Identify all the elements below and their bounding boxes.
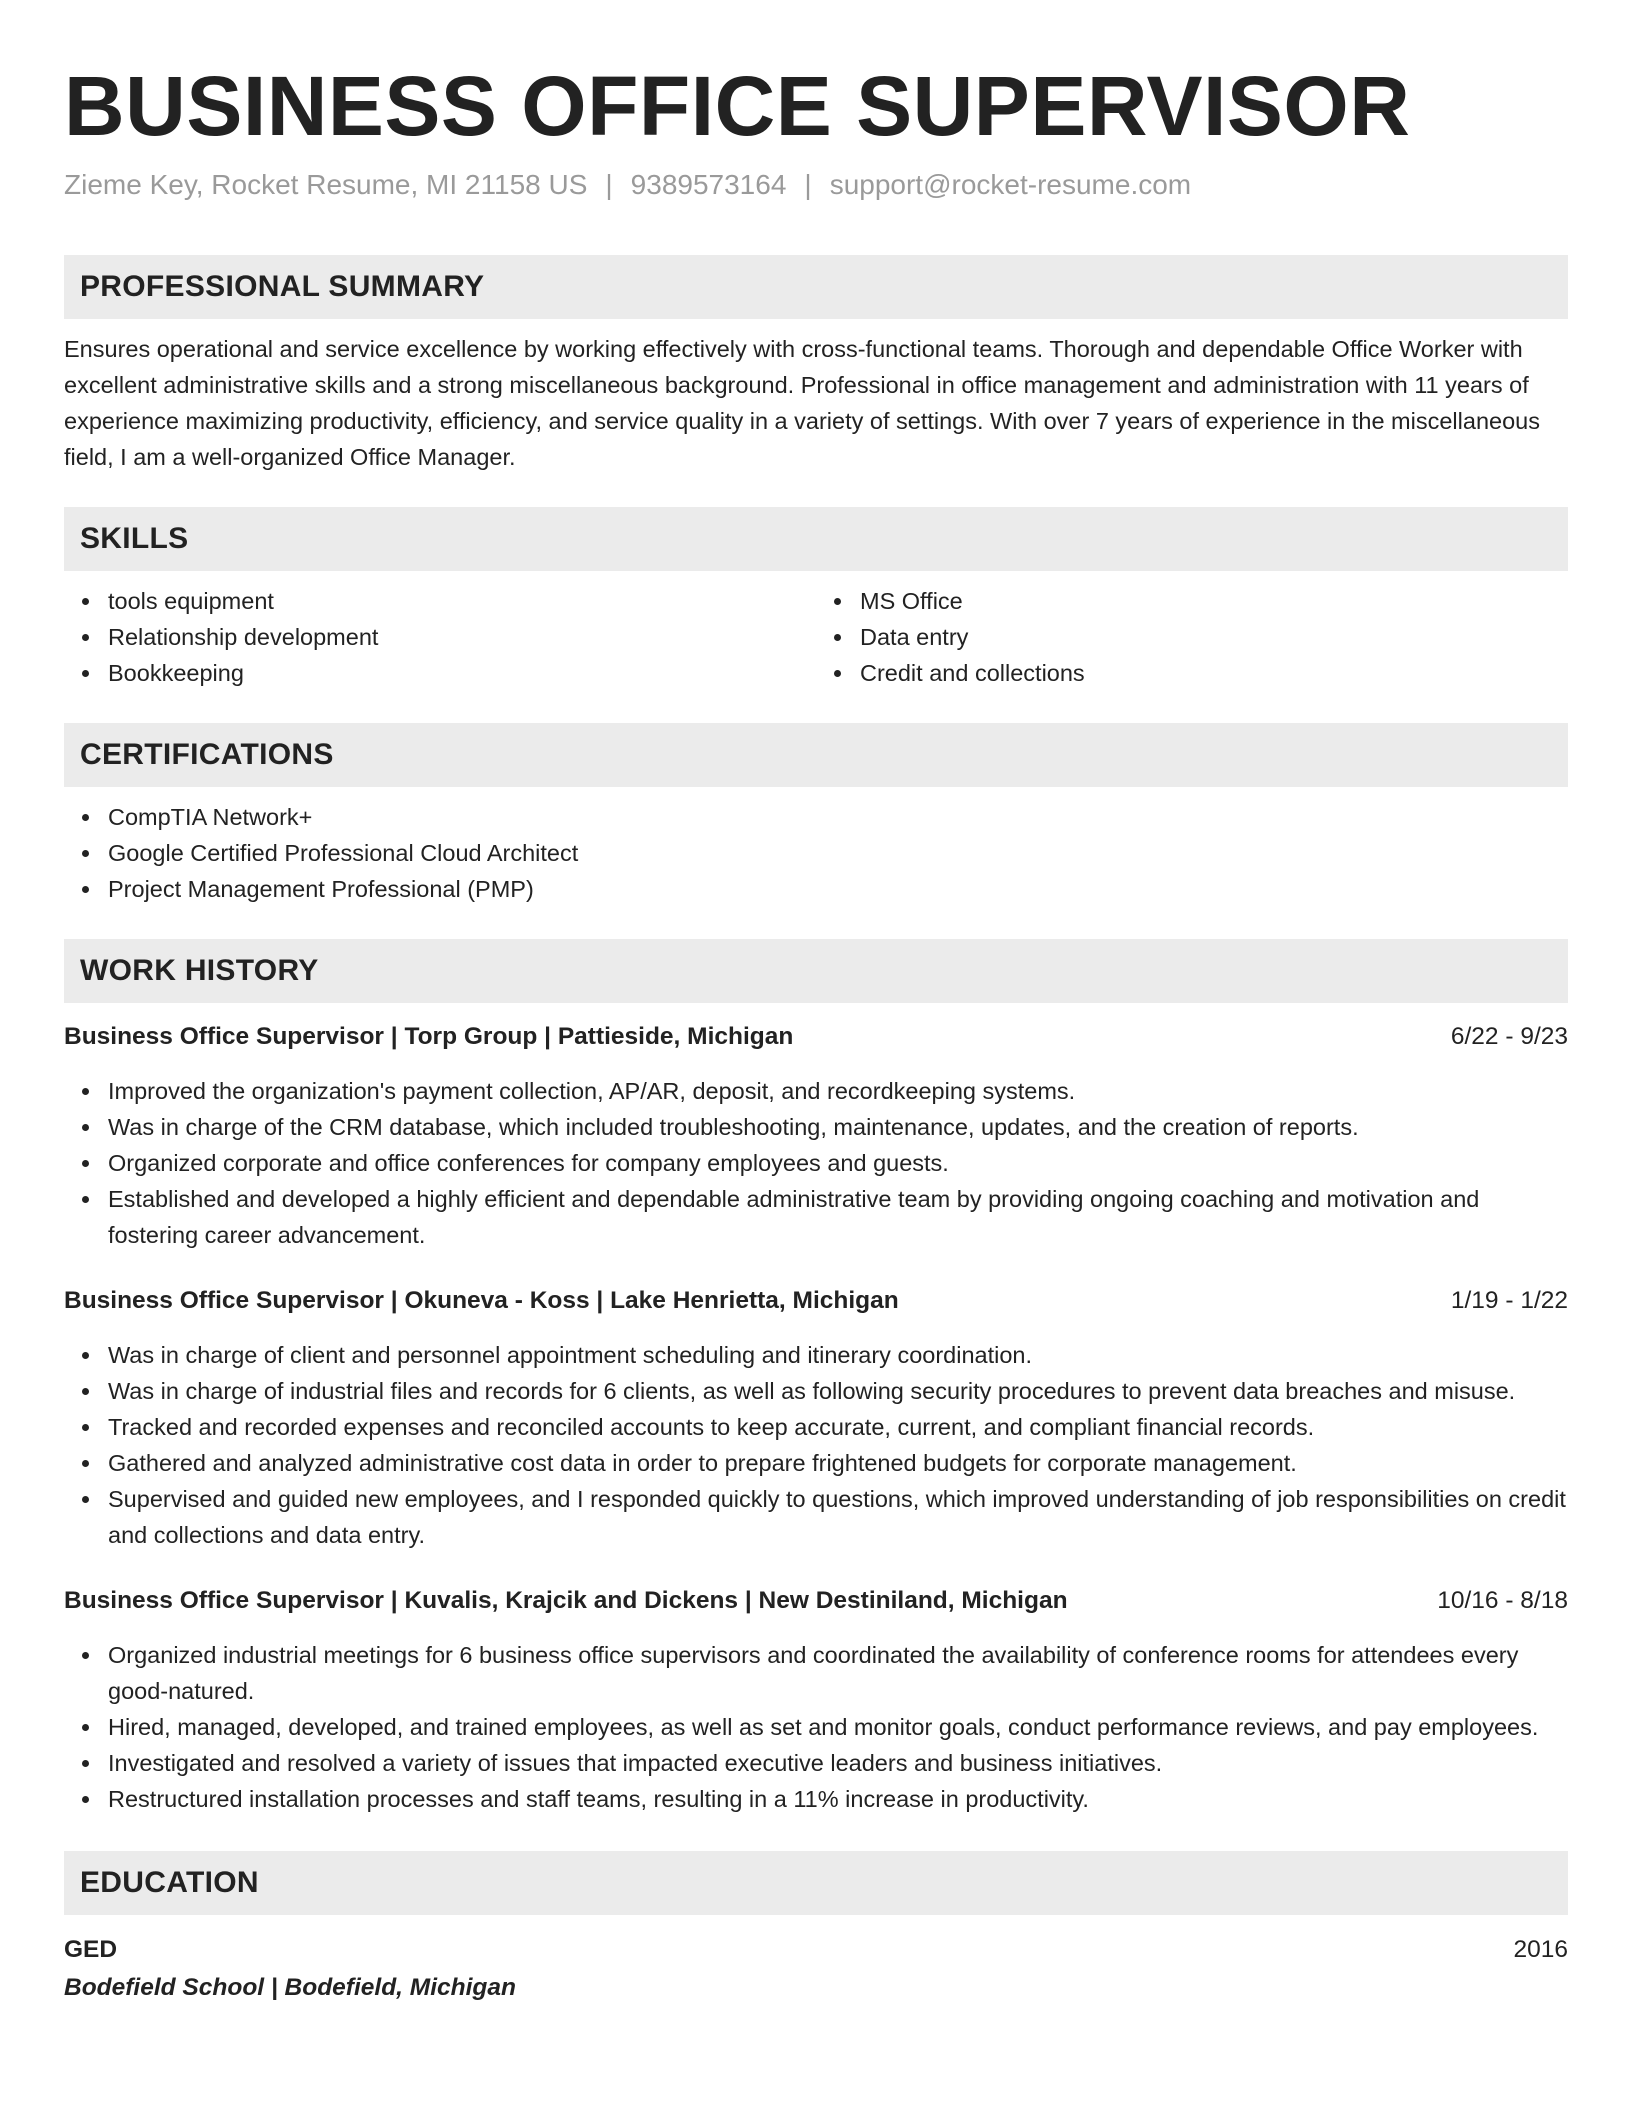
skill-item: MS Office <box>860 583 1568 619</box>
summary-text: Ensures operational and service excellence by working effectively with cross-functional teams. Thorough and dependable Office Worker with excellent administrative skills and a strong miscellaneous background. Professional in office management and administration with 11 years of experience maximizing productivity, efficiency, and service quality in a variety of settings. With over 7 years of experience in the miscellaneous field, I am a well-organized Office Manager. <box>64 336 1540 470</box>
job-title: Business Office Supervisor | Torp Group | Pattieside, Michigan <box>64 1023 794 1050</box>
job-bullet: Gathered and analyzed administrative cost data in order to prepare frightened budgets for corporate management. <box>108 1445 1568 1481</box>
skill-item: tools equipment <box>108 583 816 619</box>
job-header <box>64 1283 1568 1319</box>
education-row <box>64 1931 1568 1969</box>
job-bullet: Organized industrial meetings for 6 business office supervisors and coordinated the availability of conference rooms for attendees every good-natured. <box>108 1637 1568 1709</box>
summary-heading: PROFESSIONAL SUMMARY <box>64 255 1568 319</box>
job-bullet: Was in charge of industrial files and records for 6 clients, as well as following security procedures to prevent data breaches and misuse. <box>108 1373 1568 1409</box>
resume-title: BUSINESS OFFICE SUPERVISOR <box>64 59 1411 153</box>
job-bullet: Organized corporate and office conferences for company employees and guests. <box>108 1145 1568 1181</box>
job-entry <box>64 1583 1568 1817</box>
job-bullet: Tracked and recorded expenses and reconciled accounts to keep accurate, current, and compliant financial records. <box>108 1409 1568 1445</box>
work-history-section <box>64 939 1568 1817</box>
job-bullets <box>64 1073 1568 1253</box>
job-bullet: Was in charge of client and personnel appointment scheduling and itinerary coordination. <box>108 1337 1568 1373</box>
job-bullet: Established and developed a highly efficient and dependable administrative team by providing ongoing coaching and motivation and fostering career advancement. <box>108 1181 1568 1253</box>
job-dates: 1/19 - 1/22 <box>1450 1287 1568 1314</box>
skill-item: Credit and collections <box>860 655 1568 691</box>
skill-item: Data entry <box>860 619 1568 655</box>
contact-separator: | <box>804 169 812 200</box>
job-bullets <box>64 1337 1568 1553</box>
job-entry <box>64 1019 1568 1253</box>
job-bullet: Hired, managed, developed, and trained employees, as well as set and monitor goals, conduct performance reviews, and pay employees. <box>108 1709 1568 1745</box>
education-heading: EDUCATION <box>64 1851 1568 1915</box>
skills-section <box>64 507 1568 691</box>
job-title: Business Office Supervisor | Kuvalis, Krajcik and Dickens | New Destiniland, Michigan <box>64 1587 1068 1614</box>
job-bullet: Investigated and resolved a variety of issues that impacted executive leaders and business initiatives. <box>108 1745 1568 1781</box>
job-dates: 10/16 - 8/18 <box>1437 1587 1568 1614</box>
skills-grid <box>64 583 1568 691</box>
education-degree: GED <box>64 1936 118 1963</box>
skills-heading: SKILLS <box>64 507 1568 571</box>
certifications-section <box>64 723 1568 907</box>
contact-email: support@rocket-resume.com <box>829 169 1192 200</box>
certifications-heading: CERTIFICATIONS <box>64 723 1568 787</box>
contact-separator: | <box>605 169 613 200</box>
education-year: 2016 <box>1513 1936 1568 1963</box>
contact-address: Zieme Key, Rocket Resume, MI 21158 US <box>64 169 588 200</box>
job-dates: 6/22 - 9/23 <box>1450 1023 1568 1050</box>
education-section <box>64 1851 1568 2007</box>
certification-item: Project Management Professional (PMP) <box>108 871 1568 907</box>
job-title: Business Office Supervisor | Okuneva - Koss | Lake Henrietta, Michigan <box>64 1287 899 1314</box>
job-bullets <box>64 1637 1568 1817</box>
certification-item: CompTIA Network+ <box>108 799 1568 835</box>
work-history-heading: WORK HISTORY <box>64 939 1568 1003</box>
skill-item: Relationship development <box>108 619 816 655</box>
job-bullet: Improved the organization's payment collection, AP/AR, deposit, and recordkeeping systems. <box>108 1073 1568 1109</box>
job-bullet: Restructured installation processes and staff teams, resulting in a 11% increase in productivity. <box>108 1781 1568 1817</box>
skills-left-list <box>64 583 816 691</box>
job-header <box>64 1019 1568 1055</box>
summary-section <box>64 255 1568 475</box>
job-bullet: Supervised and guided new employees, and I responded quickly to questions, which improved understanding of job responsibilities on credit and collections and data entry. <box>108 1481 1568 1553</box>
education-school: Bodefield School | Bodefield, Michigan <box>64 1974 516 2001</box>
skill-item: Bookkeeping <box>108 655 816 691</box>
certifications-list <box>64 799 1568 907</box>
certification-item: Google Certified Professional Cloud Architect <box>108 835 1568 871</box>
contact-phone: 9389573164 <box>630 169 787 200</box>
contact-line <box>64 168 1568 202</box>
job-entry <box>64 1283 1568 1553</box>
job-bullet: Was in charge of the CRM database, which included troubleshooting, maintenance, updates, and the creation of reports. <box>108 1109 1568 1145</box>
job-header <box>64 1583 1568 1619</box>
skills-right-list <box>816 583 1568 691</box>
